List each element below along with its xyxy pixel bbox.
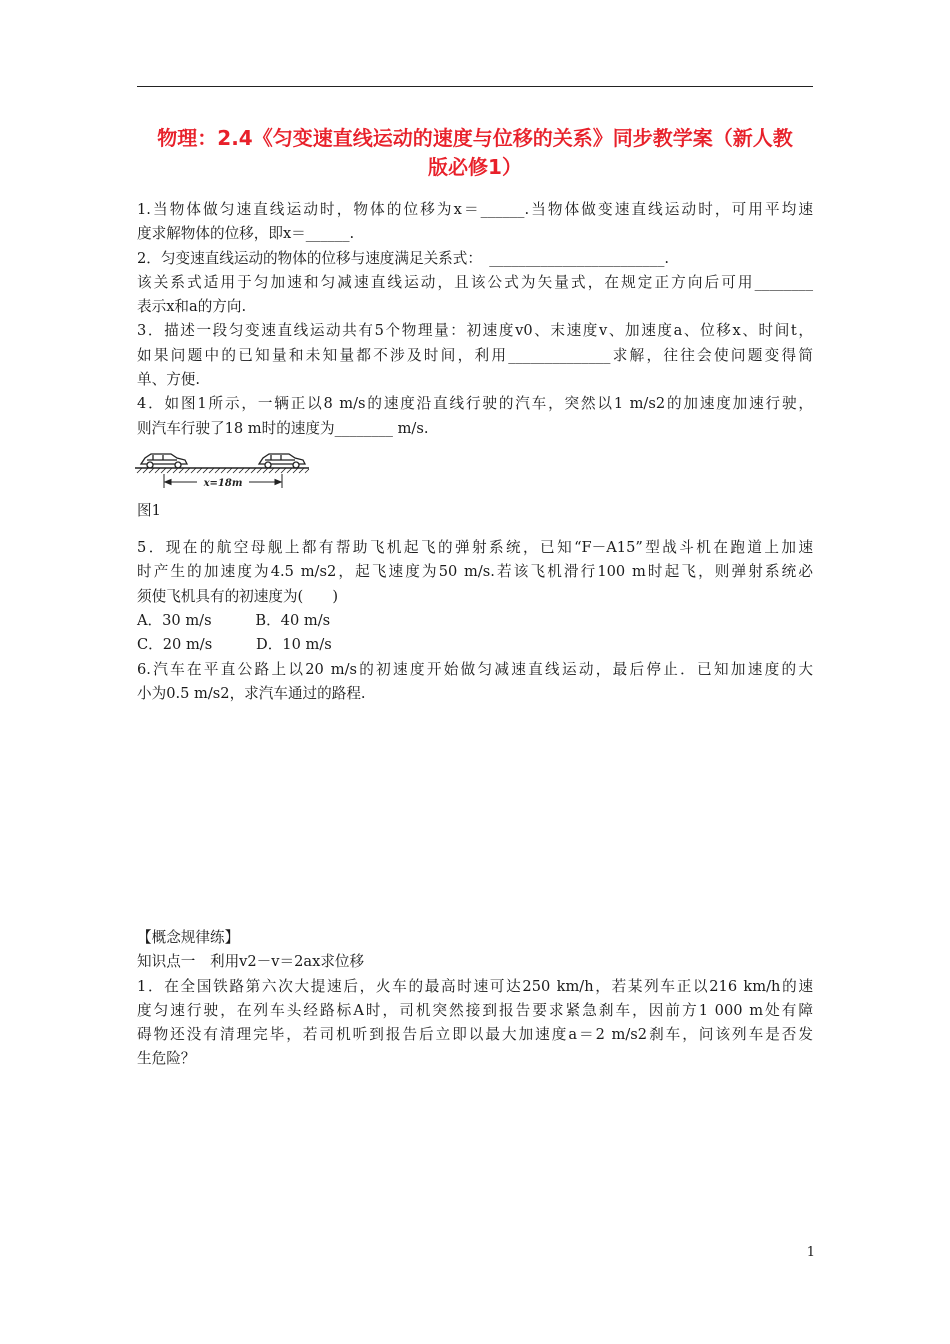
page-number: 1: [806, 1245, 815, 1260]
q1-line-1: 1.当物体做匀速直线运动时，物体的位移为x＝______.当物体做变速直线运动时，可用平均速: [137, 201, 813, 218]
figure-caption-block: [137, 499, 813, 523]
q5-line-1: 5．现在的航空母舰上都有帮助飞机起飞的弹射系统，已知“F－A15”型战斗机在跑道上加速: [137, 539, 813, 556]
car-right: [259, 454, 305, 468]
q6-line-1: 6.汽车在平直公路上以20 m/s的初速度开始做匀减速直线运动，最后停止．已知加速度的大: [137, 661, 813, 678]
questions-block-2: [137, 536, 813, 609]
figure-1-cars: [133, 446, 311, 496]
q1-line-2: 度求解物体的位移，即x＝______.: [137, 225, 355, 243]
question-6: [137, 658, 813, 707]
q5-line-2: 时产生的加速度为4.5 m/s2，起飞速度为50 m/s.若该飞机滑行100 m时起飞，则弹射系统必: [137, 563, 813, 581]
document-title: [137, 124, 813, 182]
q4-line-2: 则汽车行驶了18 m时的速度为________ m/s.: [137, 419, 429, 437]
q2-line-1: 2．匀变速直线运动的物体的位移与速度满足关系式： ________________________.: [137, 249, 670, 267]
knowledge-point-1: 知识点一 利用v2－v＝2ax求位移: [137, 953, 365, 971]
figure-caption: 图1: [137, 502, 161, 519]
q2-line-3: 表示x和a的方向.: [137, 298, 247, 316]
q3-line-1: 3．描述一段匀变速直线运动共有5个物理量：初速度v0、末速度v、加速度a、位移x、时间t，: [137, 322, 813, 340]
questions-block-1: [137, 198, 813, 441]
practice-q1-line-1: 1．在全国铁路第六次大提速后，火车的最高时速可达250 km/h，若某列车正以216 km/h的速: [137, 977, 813, 995]
practice-heading: 【概念规律练】: [137, 929, 240, 946]
car-left: [141, 454, 187, 468]
road-ground: [135, 468, 309, 473]
q3-line-2: 如果问题中的已知量和未知量都不涉及时间，利用______________求解，往往会使问题变得简: [137, 346, 813, 364]
practice-q1-line-4: 生危险？: [137, 1050, 196, 1068]
title-line-2: 版必修1）: [428, 155, 522, 179]
distance-label: x=18m: [203, 478, 243, 489]
cars-diagram: [133, 446, 311, 496]
q3-line-3: 单、方便.: [137, 371, 201, 389]
q5-line-3: 须使飞机具有的初速度为( ): [137, 587, 339, 605]
q2-line-2: 该关系式适用于匀加速和匀减速直线运动，且该公式为矢量式，在规定正方向后可用________: [137, 273, 813, 291]
option-row-ab: A．30 m/s B．40 m/s: [137, 612, 331, 629]
practice-q1-line-2: 度匀速行驶，在列车头经路标A时，司机突然接到报告要求紧急刹车，因前方1 000 m处有障: [137, 1001, 813, 1019]
option-row-cd: C．20 m/s D．10 m/s: [137, 636, 332, 654]
practice-section: [137, 926, 813, 1072]
practice-q1-line-3: 碍物还没有清理完毕，若司机听到报告后立即以最大加速度a＝2 m/s2刹车，问该列车是否发: [137, 1026, 813, 1044]
q4-line-1: 4．如图1所示，一辆正以8 m/s的速度沿直线行驶的汽车，突然以1 m/s2的加速度加速行驶，: [137, 395, 813, 413]
title-line-1: 物理：2.4《匀变速直线运动的速度与位移的关系》同步教学案（新人教: [157, 126, 793, 150]
q6-line-2: 小为0.5 m/s2，求汽车通过的路程.: [137, 685, 366, 703]
header-rule: [137, 86, 813, 87]
q5-options: [137, 609, 813, 658]
